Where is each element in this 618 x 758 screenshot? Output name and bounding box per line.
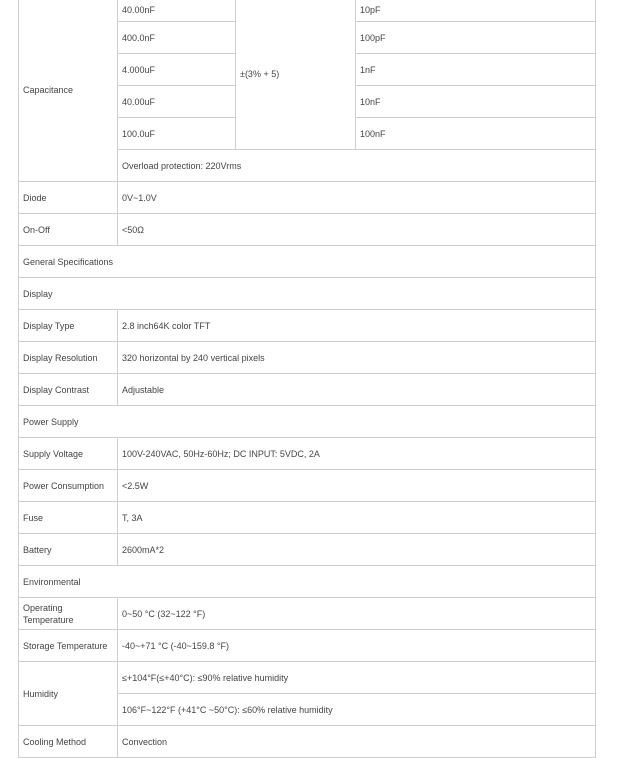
capacitance-resolution-4: 10nF (356, 86, 596, 118)
capacitance-label: Capacitance (19, 0, 118, 182)
supply-voltage-label: Supply Voltage (19, 438, 118, 470)
power-consumption-label: Power Consumption (19, 470, 118, 502)
specifications-table (18, 0, 596, 758)
diode-label: Diode (19, 182, 118, 214)
overload-protection: Overload protection: 220Vrms (118, 150, 596, 182)
display-type-value: 2.8 inch64K color TFT (118, 310, 596, 342)
onoff-label: On-Off (19, 214, 118, 246)
capacitance-range-4: 40.00uF (118, 86, 236, 118)
capacitance-range-1: 40.00nF (118, 0, 236, 22)
humidity-value-1: ≤+104°F(≤+40°C): ≤90% relative humidity (118, 662, 596, 694)
table-row (19, 246, 596, 278)
table-row (19, 342, 596, 374)
table-row (19, 278, 596, 310)
table-row (19, 566, 596, 598)
capacitance-resolution-3: 1nF (356, 54, 596, 86)
display-contrast-value: Adjustable (118, 374, 596, 406)
table-row (19, 534, 596, 566)
table-row (19, 470, 596, 502)
capacitance-range-2: 400.0nF (118, 22, 236, 54)
table-row (19, 182, 596, 214)
section-display: Display (19, 278, 596, 310)
onoff-value: <50Ω (118, 214, 596, 246)
table-row (19, 598, 596, 630)
display-type-label: Display Type (19, 310, 118, 342)
section-power-supply: Power Supply (19, 406, 596, 438)
table-row (19, 374, 596, 406)
capacitance-resolution-1: 10pF (356, 0, 596, 22)
capacitance-resolution-2: 100pF (356, 22, 596, 54)
fuse-value: T, 3A (118, 502, 596, 534)
table-row (19, 502, 596, 534)
cooling-method-label: Cooling Method (19, 726, 118, 758)
section-general-specifications: General Specifications (19, 246, 596, 278)
supply-voltage-value: 100V-240VAC, 50Hz-60Hz; DC INPUT: 5VDC, 2A (118, 438, 596, 470)
diode-value: 0V~1.0V (118, 182, 596, 214)
table-row (19, 406, 596, 438)
table-row (19, 662, 596, 694)
table-row (19, 214, 596, 246)
fuse-label: Fuse (19, 502, 118, 534)
power-consumption-value: <2.5W (118, 470, 596, 502)
battery-label: Battery (19, 534, 118, 566)
battery-value: 2600mA*2 (118, 534, 596, 566)
table-row (19, 438, 596, 470)
cooling-method-value: Convection (118, 726, 596, 758)
capacitance-range-5: 100.0uF (118, 118, 236, 150)
table-row (19, 0, 596, 22)
display-contrast-label: Display Contrast (19, 374, 118, 406)
section-environmental: Environmental (19, 566, 596, 598)
capacitance-range-3: 4.000uF (118, 54, 236, 86)
operating-temperature-value: 0~50 °C (32~122 °F) (118, 598, 596, 630)
capacitance-resolution-5: 100nF (356, 118, 596, 150)
capacitance-accuracy: ±(3% + 5) (236, 0, 356, 150)
display-resolution-value: 320 horizontal by 240 vertical pixels (118, 342, 596, 374)
table-row (19, 630, 596, 662)
storage-temperature-label: Storage Temperature (19, 630, 118, 662)
humidity-value-2: 106°F~122°F (+41°C ~50°C): ≤60% relative humidity (118, 694, 596, 726)
humidity-label: Humidity (19, 662, 118, 726)
table-row (19, 310, 596, 342)
operating-temperature-label: Operating Temperature (19, 598, 118, 630)
display-resolution-label: Display Resolution (19, 342, 118, 374)
table-row (19, 726, 596, 758)
storage-temperature-value: -40~+71 °C (-40~159.8 °F) (118, 630, 596, 662)
